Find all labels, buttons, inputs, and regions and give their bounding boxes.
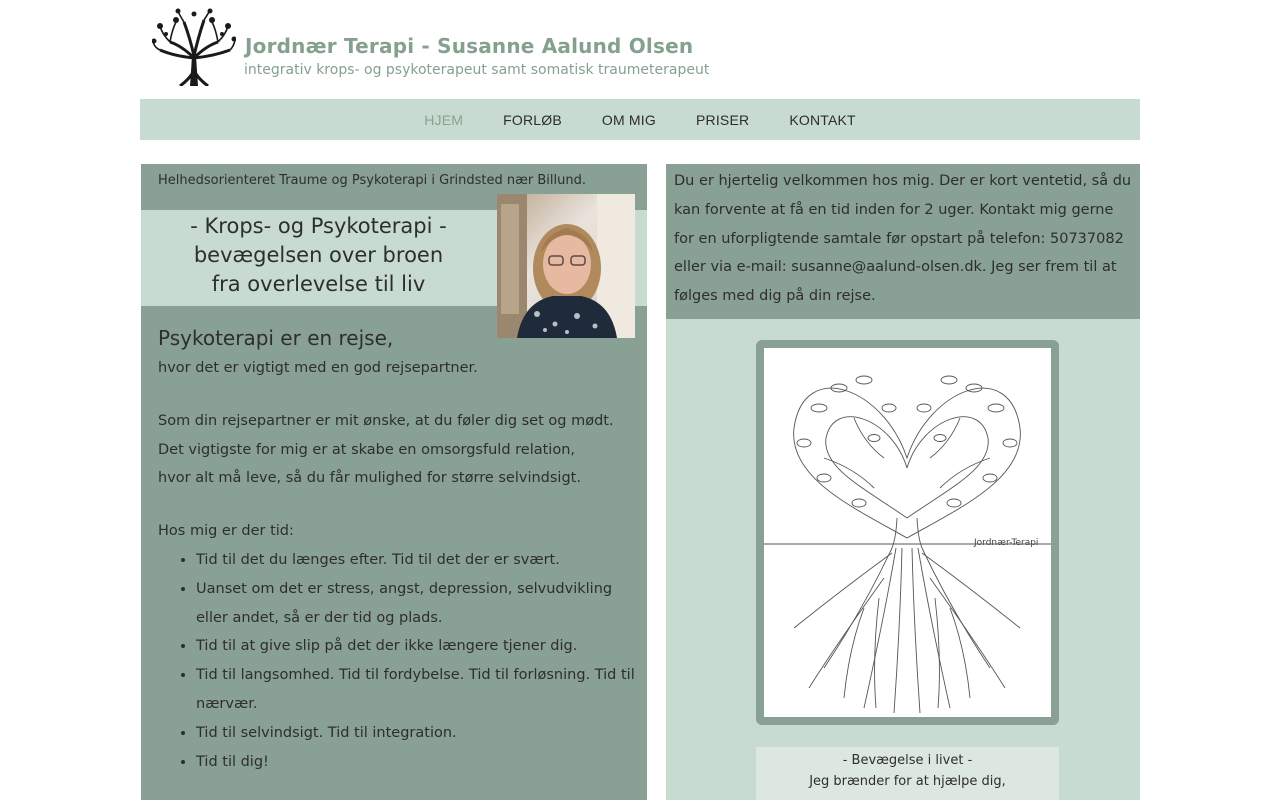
caption-line: Jeg brænder for at hjælpe dig, bbox=[809, 774, 1006, 789]
caption-box bbox=[756, 747, 1059, 800]
heart-tree-drawing bbox=[764, 348, 1051, 717]
paragraph-line: hvor alt må leve, så du får mulighed for større selvindsigt. bbox=[158, 470, 581, 487]
left-column bbox=[141, 164, 647, 800]
lead-heading: Psykoterapi er en rejse, bbox=[158, 326, 394, 350]
nav-item-om-mig[interactable]: OM MIG bbox=[601, 111, 656, 128]
nav-item-kontakt[interactable]: KONTAKT bbox=[789, 111, 856, 128]
list-item: • Tid til dig! bbox=[196, 748, 638, 777]
nav-item-forloeb[interactable]: FORLØB bbox=[503, 111, 562, 128]
list-item: • Uanset om det er stress, angst, depression, selvudvikling eller andet, så er der tid og plads. bbox=[196, 575, 638, 633]
list-item: • Tid til selvindsigt. Tid til integration. bbox=[196, 719, 638, 748]
list-item: • Tid til langsomhed. Tid til fordybelse. Tid til forløsning. Tid til nærvær. bbox=[196, 661, 638, 719]
intro-text: Helhedsorienteret Traume og Psykoterapi i Grindsted nær Billund. bbox=[158, 173, 587, 188]
portrait-photo bbox=[497, 194, 635, 338]
nav-item-priser[interactable]: PRISER bbox=[695, 111, 750, 128]
headline-line: bevægelsen over broen bbox=[193, 243, 444, 267]
drawing-signature: Jordnær-Terapi bbox=[974, 538, 1039, 548]
list-item: • Tid til at give slip på det der ikke længere tjener dig. bbox=[196, 632, 638, 661]
list-intro: Hos mig er der tid: bbox=[158, 523, 294, 540]
main-nav bbox=[140, 99, 1140, 140]
site-title[interactable]: Jordnær Terapi - Susanne Aalund Olsen bbox=[245, 34, 694, 58]
tree-logo-icon[interactable] bbox=[152, 8, 236, 86]
welcome-box bbox=[666, 164, 1140, 319]
headline-line: fra overlevelse til liv bbox=[211, 272, 426, 296]
time-list bbox=[196, 546, 638, 776]
site-header bbox=[140, 0, 1140, 99]
headline-line: - Krops- og Psykoterapi - bbox=[190, 214, 447, 238]
caption-line: - Bevægelse i livet - bbox=[842, 753, 973, 768]
main-content bbox=[158, 322, 638, 776]
lead-subtext: hvor det er vigtigt med en god rejsepartner. bbox=[158, 360, 478, 376]
headline-text bbox=[141, 212, 496, 299]
site-subtitle: integrativ krops- og psykoterapeut samt somatisk traumeterapeut bbox=[244, 62, 710, 78]
welcome-text: Du er hjertelig velkommen hos mig. Der er kort ventetid, så du kan forvente at få en tid inden for 2 uger. Kontakt mig gerne for en uforpligtende samtale før opstart på telefon: 50737082 eller via e-mail: susanne@aalund-olsen.dk. Jeg ser frem til at følges med dig på din rejse. bbox=[674, 173, 1132, 305]
paragraph-line: Som din rejsepartner er mit ønske, at du føler dig set og mødt. bbox=[158, 412, 614, 429]
paragraph-line: Det vigtigste for mig er at skabe en omsorgsfuld relation, bbox=[158, 441, 575, 458]
list-item: • Tid til det du længes efter. Tid til det der er svært. bbox=[196, 546, 638, 575]
nav-item-hjem[interactable]: HJEM bbox=[424, 111, 464, 128]
